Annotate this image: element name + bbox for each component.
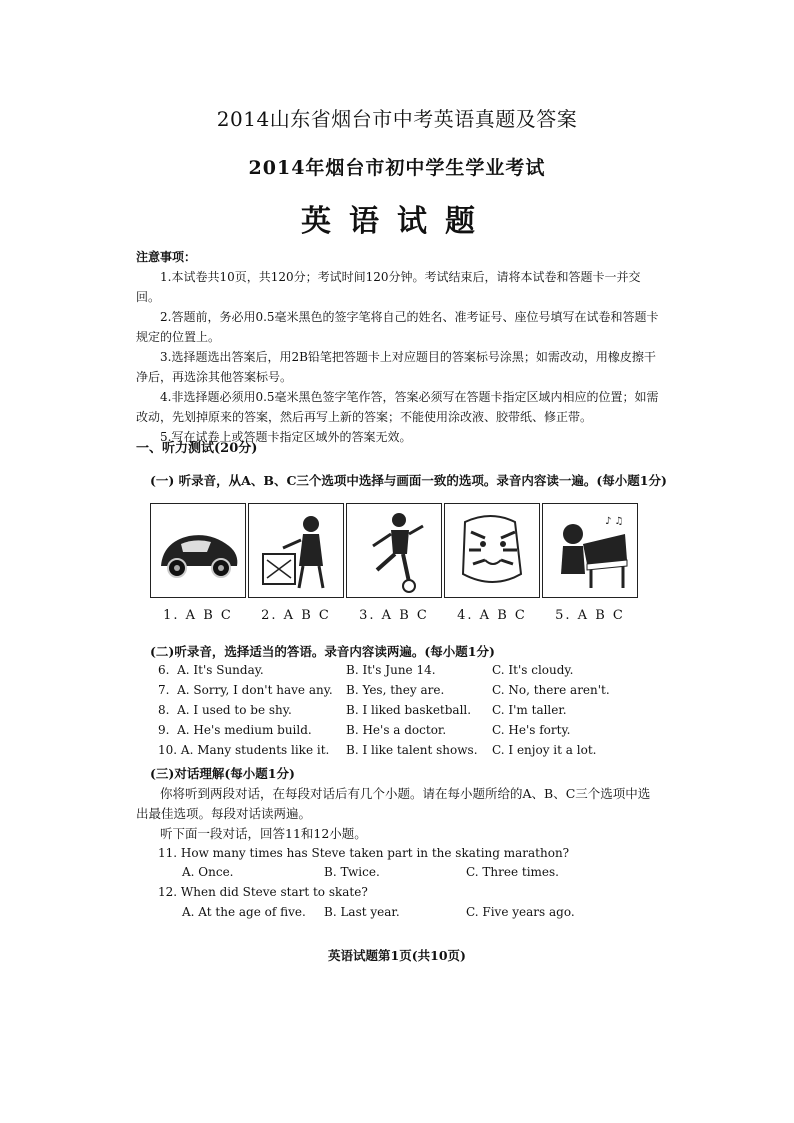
picture-row bbox=[150, 503, 650, 598]
question-row bbox=[158, 743, 658, 761]
question-option-c: C. Five years ago. bbox=[466, 905, 575, 919]
question-option-c: C. He's forty. bbox=[492, 723, 571, 737]
part3-description-line: 出最佳选项。每段对话读两遍。 bbox=[136, 806, 312, 821]
question-option-c: C. I enjoy it a lot. bbox=[492, 743, 597, 757]
question-option-c: C. No, there aren't. bbox=[492, 683, 610, 697]
notes-section bbox=[136, 247, 664, 447]
question-option-b: B. I like talent shows. bbox=[346, 743, 478, 757]
question-option-a: 7. A. Sorry, I don't have any. bbox=[158, 683, 333, 697]
question-option-c: C. It's cloudy. bbox=[492, 663, 574, 677]
question-option-a: 8. A. I used to be shy. bbox=[158, 703, 292, 717]
note-item: 2.答题前，务必用0.5毫米黑色的签字笔将自己的姓名、准考证号、座位号填写在试卷和答题卡规定的位置上。 bbox=[136, 310, 659, 344]
woman-cooking-icon bbox=[248, 503, 344, 598]
page-footer: 英语试题第1页(共10页) bbox=[328, 948, 466, 963]
section-listening-title: 一、听力测试(20分) bbox=[136, 441, 258, 456]
piano-player-icon bbox=[542, 503, 638, 598]
question-stem: 12. When did Steve start to skate? bbox=[158, 885, 368, 899]
soccer-player-icon bbox=[346, 503, 442, 598]
picture-label: 4. A B C bbox=[457, 608, 527, 623]
question-row bbox=[158, 683, 658, 701]
question-option-b: B. He's a doctor. bbox=[346, 723, 447, 737]
question-option-c: C. I'm taller. bbox=[492, 703, 567, 717]
dialogue-intro: 听下面一段对话，回答11和12小题。 bbox=[160, 826, 367, 841]
question-option-a: 9. A. He's medium build. bbox=[158, 723, 312, 737]
question-option-c: C. Three times. bbox=[466, 865, 559, 879]
question-option-a: 10. A. Many students like it. bbox=[158, 743, 330, 757]
question-option-b: B. It's June 14. bbox=[346, 663, 436, 677]
question-row bbox=[158, 663, 658, 681]
question-option-b: B. Last year. bbox=[324, 905, 400, 919]
car-icon bbox=[150, 503, 246, 598]
note-item: 4.非选择题必须用0.5毫米黑色签字笔作答，答案必须写在答题卡指定区域内相应的位置；如需改动，先划掉原来的答案，然后再写上新的答案；不能使用涂改液、胶带纸、修正带。 bbox=[136, 390, 659, 424]
notes-heading: 注意事项： bbox=[136, 250, 197, 264]
question-row bbox=[158, 703, 658, 721]
exam-main-title: 英语试题 bbox=[301, 204, 493, 239]
note-item: 5.写在试卷上或答题卡指定区域外的答案无效。 bbox=[160, 430, 412, 444]
tiger-icon bbox=[444, 503, 540, 598]
part3-instruction: (三)对话理解(每小题1分) bbox=[150, 766, 295, 781]
question-option-a: A. Once. bbox=[182, 865, 234, 879]
question-option-a: A. At the age of five. bbox=[182, 905, 306, 919]
document-title: 2014山东省烟台市中考英语真题及答案 bbox=[216, 107, 578, 131]
svg-text:♪ ♫: ♪ ♫ bbox=[605, 516, 624, 527]
question-row bbox=[158, 723, 658, 741]
picture-label: 2. A B C bbox=[261, 608, 331, 623]
picture-label: 5. A B C bbox=[555, 608, 625, 623]
part2-instruction: (二)听录音，选择适当的答语。录音内容读两遍。(每小题1分) bbox=[150, 644, 495, 659]
question-option-b: B. Yes, they are. bbox=[346, 683, 445, 697]
part3-description bbox=[136, 784, 664, 844]
part1-instruction: (一) 听录音，从A、B、C三个选项中选择与画面一致的选项。录音内容读一遍。(每小题1分) bbox=[150, 473, 667, 488]
note-item: 1.本试卷共10页，共120分；考试时间120分钟。考试结束后，请将本试卷和答题卡一并交回。 bbox=[136, 270, 641, 304]
picture-label: 1. A B C bbox=[163, 608, 233, 623]
note-item: 3.选择题选出答案后，用2B铅笔把答题卡上对应题目的答案标号涂黑；如需改动，用橡皮擦干净后，再选涂其他答案标号。 bbox=[136, 350, 656, 384]
question-option-b: B. Twice. bbox=[324, 865, 380, 879]
question-option-b: B. I liked basketball. bbox=[346, 703, 472, 717]
picture-label: 3. A B C bbox=[359, 608, 429, 623]
part3-description-line: 你将听到两段对话，在每段对话后有几个小题。请在每小题所给的A、B、C三个选项中选 bbox=[160, 786, 651, 801]
question-stem: 11. How many times has Steve taken part in the skating marathon? bbox=[158, 846, 570, 860]
exam-subtitle: 2014年烟台市初中学生学业考试 bbox=[248, 157, 546, 179]
question-option-a: 6. A. It's Sunday. bbox=[158, 663, 264, 677]
